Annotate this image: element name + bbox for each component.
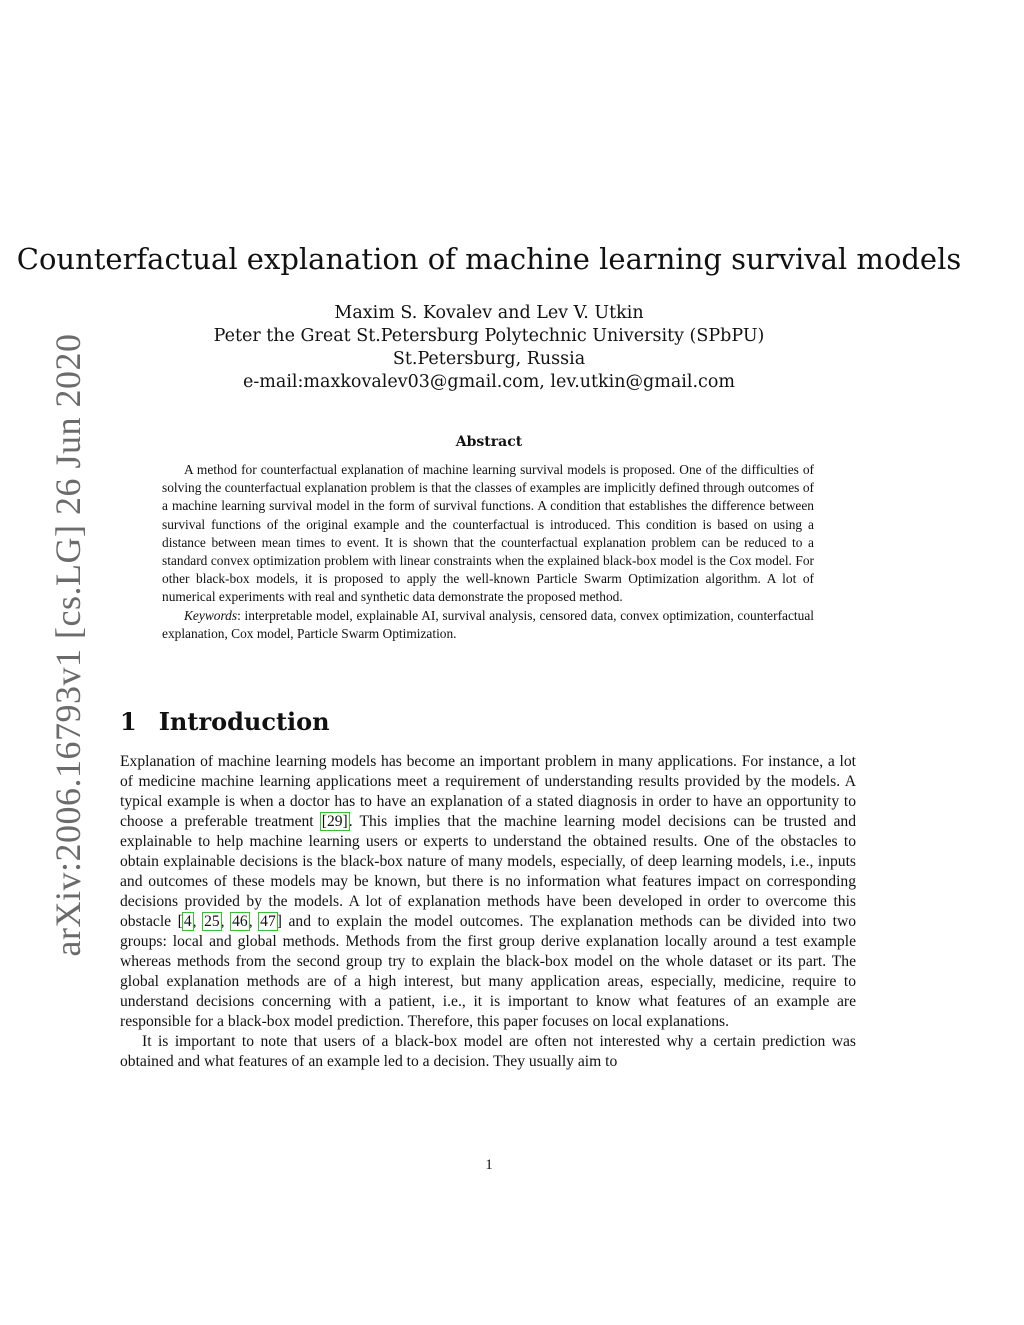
author-affiliation: Peter the Great St.Petersburg Polytechnic University (SPbPU) (213, 326, 765, 346)
citation-separator: , (192, 913, 204, 930)
abstract-body (162, 461, 814, 643)
intro-text: Explanation of machine learning models has become an important problem in many applications. For instance, a lot of medicine machine learning applications meet a requirement of understanding results provided by the models. A typical example is when a doctor has to have an explanation of a stated diagnosis in order to have an opportunity to choose a preferable treatment (120, 753, 856, 830)
introduction-body (120, 752, 856, 1072)
abstract-keywords (162, 607, 814, 643)
section-title: Introduction (158, 707, 330, 736)
abstract-text: A method for counterfactual explanation of machine learning survival models is proposed. One of the difficulties of solving the counterfactual explanation problem is that the classes of examples are implicitly defined through outcomes of a machine learning survival model in the form of survival functions. A condition that establishes the difference between survival functions of the original example and the counterfactual is introduced. This condition is based on using a distance between mean times to event. It is shown that the counterfactual explanation problem can be reduced to a standard convex optimization problem with linear constraints when the explained black-box model is the Cox model. For other black-box models, it is proposed to apply the well-known Particle Swarm Optimization algorithm. A lot of numerical experiments with real and synthetic data demonstrate the proposed method. (162, 462, 814, 605)
arxiv-identifier-stamp: arXiv:2006.16793v1 [cs.LG] 26 Jun 2020 (48, 333, 88, 957)
author-location: St.Petersburg, Russia (392, 349, 586, 369)
intro-paragraph-2: It is important to note that users of a black-box model are often not interested why a certain prediction was obtained and what features of an example led to a decision. They usually aim to (120, 1033, 856, 1070)
section-number: 1 (120, 707, 137, 736)
citation-bracket: ] (276, 913, 282, 930)
intro-text: . This implies that the machine learning model decisions can be trusted and explainable to help machine learning users or experts to understand the obtained results. One of the obstacles to obtain explainable decisions is the black-box nature of many models, especially, of deep learning models, i.e., inputs and outcomes of these models may be known, but there is no information what features impact on corresponding decisions provided by the models. A lot of explanation methods have been developed in order to overcome this obstacle (120, 813, 856, 930)
paper-title: Counterfactual explanation of machine learning survival models (16, 242, 962, 276)
intro-text: and to explain the model outcomes. The explanation methods can be divided into two groups: local and global methods. Methods from the first group derive explanation locally around a test example whereas methods from the second group try to explain the black-box model on the whole dataset or its part. The global explanation methods are of a high interest, but many application areas, especially, medicine, require to understand decisions concerning with a patient, i.e., it is important to know what features of an example are responsible for a black-box model prediction. Therefore, this paper focuses on local explanations. (120, 913, 857, 1030)
abstract-heading: Abstract (455, 434, 523, 450)
author-block (0, 302, 978, 394)
section-heading-introduction (120, 707, 330, 736)
citation-bracket: [ (177, 913, 183, 930)
keywords-list: : interpretable model, explainable AI, survival analysis, censored data, convex optimization, counterfactual explanation, Cox model, Particle Swarm Optimization. (162, 607, 814, 641)
citation-separator: , (248, 913, 260, 930)
citation-link[interactable]: 25 (204, 913, 220, 930)
keywords-label: Keywords (184, 607, 238, 623)
citation-separator: , (220, 913, 232, 930)
author-email: e-mail:maxkovalev03@gmail.com, lev.utkin@gmail.com (243, 372, 735, 392)
citation-link[interactable]: 4 (183, 913, 192, 930)
page-number: 1 (485, 1157, 493, 1173)
citation-link[interactable]: 46 (232, 913, 248, 930)
citation-link[interactable]: [29] (321, 813, 348, 830)
intro-paragraph-1 (120, 752, 856, 1032)
author-names: Maxim S. Kovalev and Lev V. Utkin (334, 303, 644, 323)
citation-link[interactable]: 47 (260, 913, 276, 930)
